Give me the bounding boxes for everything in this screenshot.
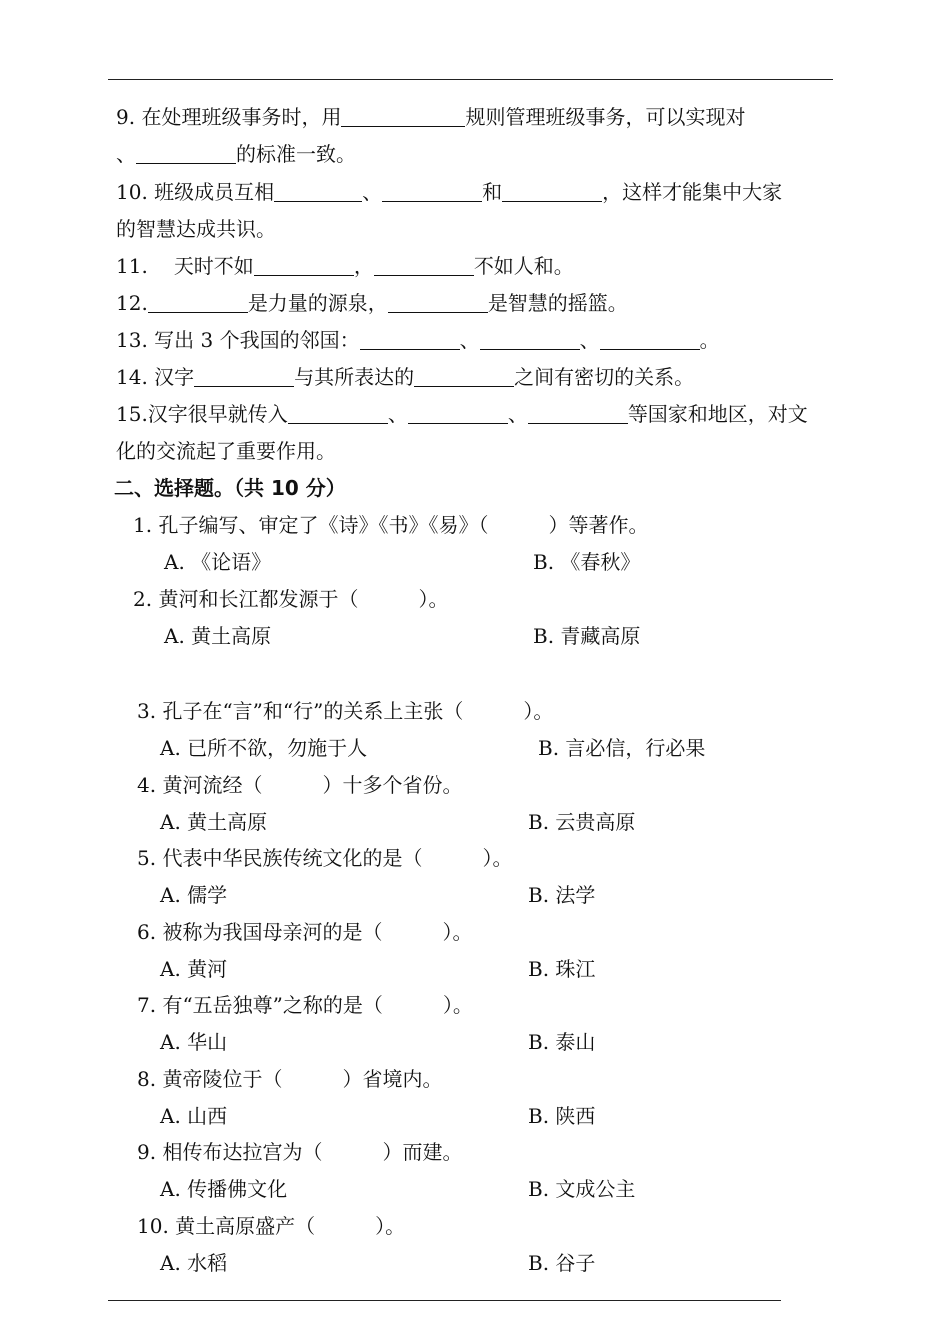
question-text: 和 [482, 180, 503, 204]
choice-option-b[interactable]: B. 谷子 [528, 1251, 596, 1275]
choice-question-4: 4. 黄河流经（ ）十多个省份。 [137, 773, 463, 797]
question-text: 9. 在处理班级事务时，用 [116, 105, 342, 129]
question-10-line-2 [116, 216, 276, 242]
answer-blank[interactable] [374, 255, 474, 276]
question-9-line-1 [116, 104, 745, 130]
answer-blank[interactable] [194, 366, 294, 387]
choice-option-b[interactable]: B. 泰山 [528, 1030, 596, 1054]
choice-option-a[interactable]: A. 黄河 [160, 957, 228, 981]
question-13 [116, 327, 720, 353]
answer-blank[interactable] [288, 403, 388, 424]
question-text: ，这样才能集中大家 [602, 180, 783, 204]
question-text: 的标准一致。 [236, 142, 356, 166]
choice-question-6: 6. 被称为我国母亲河的是（ ）。 [137, 920, 473, 944]
answer-blank[interactable] [254, 255, 354, 276]
question-text: 的智慧达成共识。 [116, 217, 276, 241]
question-11 [116, 253, 574, 279]
answer-blank[interactable] [408, 403, 508, 424]
answer-blank[interactable] [274, 181, 362, 202]
choice-option-b[interactable]: B. 《春秋》 [533, 550, 641, 574]
question-text: 、 [579, 328, 600, 352]
question-text: 15.汉字很早就传入 [116, 402, 288, 426]
question-text: 、 [116, 142, 136, 166]
answer-blank[interactable] [341, 106, 465, 127]
choice-option-a[interactable]: A. 传播佛文化 [160, 1177, 288, 1201]
answer-blank[interactable] [382, 181, 482, 202]
question-text: 天时不如 [173, 254, 254, 278]
question-text: 是力量的源泉， [247, 291, 388, 315]
question-text: 14. 汉字 [116, 365, 195, 389]
choice-question-2: 2. 黄河和长江都发源于（ ）。 [133, 587, 449, 611]
choice-option-a[interactable]: A. 已所不欲，勿施于人 [160, 736, 368, 760]
choice-option-a[interactable]: A. 黄土高原 [160, 810, 268, 834]
question-12 [116, 290, 628, 316]
question-text: 是智慧的摇篮。 [487, 291, 628, 315]
question-text: 与其所表达的 [294, 365, 415, 389]
choice-question-8: 8. 黄帝陵位于（ ）省境内。 [137, 1067, 443, 1091]
choice-question-9: 9. 相传布达拉宫为（ ）而建。 [137, 1140, 463, 1164]
answer-blank[interactable] [360, 329, 460, 350]
question-text: 不如人和。 [473, 254, 574, 278]
choice-question-5: 5. 代表中华民族传统文化的是（ ）。 [137, 846, 513, 870]
answer-blank[interactable] [480, 329, 580, 350]
answer-blank[interactable] [414, 366, 514, 387]
footer-rule [108, 1300, 781, 1301]
question-text: 13. 写出 3 个我国的邻国： [116, 328, 360, 352]
question-15-line-2 [116, 438, 336, 464]
question-10-line-1 [116, 179, 782, 205]
question-14 [116, 364, 694, 390]
question-15-line-1 [116, 401, 808, 427]
question-text: 等国家和地区，对文 [627, 402, 808, 426]
choice-option-b[interactable]: B. 文成公主 [528, 1177, 636, 1201]
choice-option-a[interactable]: A. 山西 [160, 1104, 228, 1128]
choice-option-a[interactable]: A. 华山 [160, 1030, 228, 1054]
header-rule [108, 79, 833, 80]
question-text: 。 [699, 328, 720, 352]
answer-blank[interactable] [148, 292, 248, 313]
answer-blank[interactable] [600, 329, 700, 350]
choice-question-1: 1. 孔子编写、审定了《诗》《书》《易》（ ）等著作。 [133, 513, 649, 537]
question-text: 、 [507, 402, 528, 426]
question-text: 、 [387, 402, 408, 426]
question-text: 之间有密切的关系。 [514, 365, 695, 389]
question-text: 10. 班级成员互相 [116, 180, 275, 204]
answer-blank[interactable] [136, 143, 236, 164]
question-9-line-2 [116, 141, 356, 167]
choice-option-a[interactable]: A. 黄土高原 [164, 624, 272, 648]
section-heading: 二、选择题。（共 10 分） [114, 476, 346, 500]
question-number: 11. [116, 254, 148, 278]
answer-blank[interactable] [502, 181, 602, 202]
question-text: 规则管理班级事务，可以实现对 [465, 105, 746, 129]
choice-option-b[interactable]: B. 珠江 [528, 957, 596, 981]
choice-option-a[interactable]: A. 儒学 [160, 883, 228, 907]
choice-option-b[interactable]: B. 青藏高原 [533, 624, 641, 648]
choice-option-b[interactable]: B. 云贵高原 [528, 810, 636, 834]
question-number: 12. [116, 291, 148, 315]
choice-option-a[interactable]: A. 《论语》 [164, 550, 272, 574]
answer-blank[interactable] [528, 403, 628, 424]
choice-option-b[interactable]: B. 陕西 [528, 1104, 596, 1128]
choice-question-7: 7. 有“五岳独尊”之称的是（ ）。 [137, 993, 473, 1017]
answer-blank[interactable] [388, 292, 488, 313]
question-text: 、 [362, 180, 383, 204]
question-text: ， [353, 254, 374, 278]
question-text: 化的交流起了重要作用。 [116, 439, 336, 463]
choice-question-10: 10. 黄土高原盛产（ ）。 [137, 1214, 406, 1238]
choice-option-b[interactable]: B. 法学 [528, 883, 596, 907]
question-text: 、 [459, 328, 480, 352]
choice-option-b[interactable]: B. 言必信，行必果 [538, 736, 706, 760]
choice-option-a[interactable]: A. 水稻 [160, 1251, 228, 1275]
choice-question-3: 3. 孔子在“言”和“行”的关系上主张（ ）。 [137, 699, 554, 723]
